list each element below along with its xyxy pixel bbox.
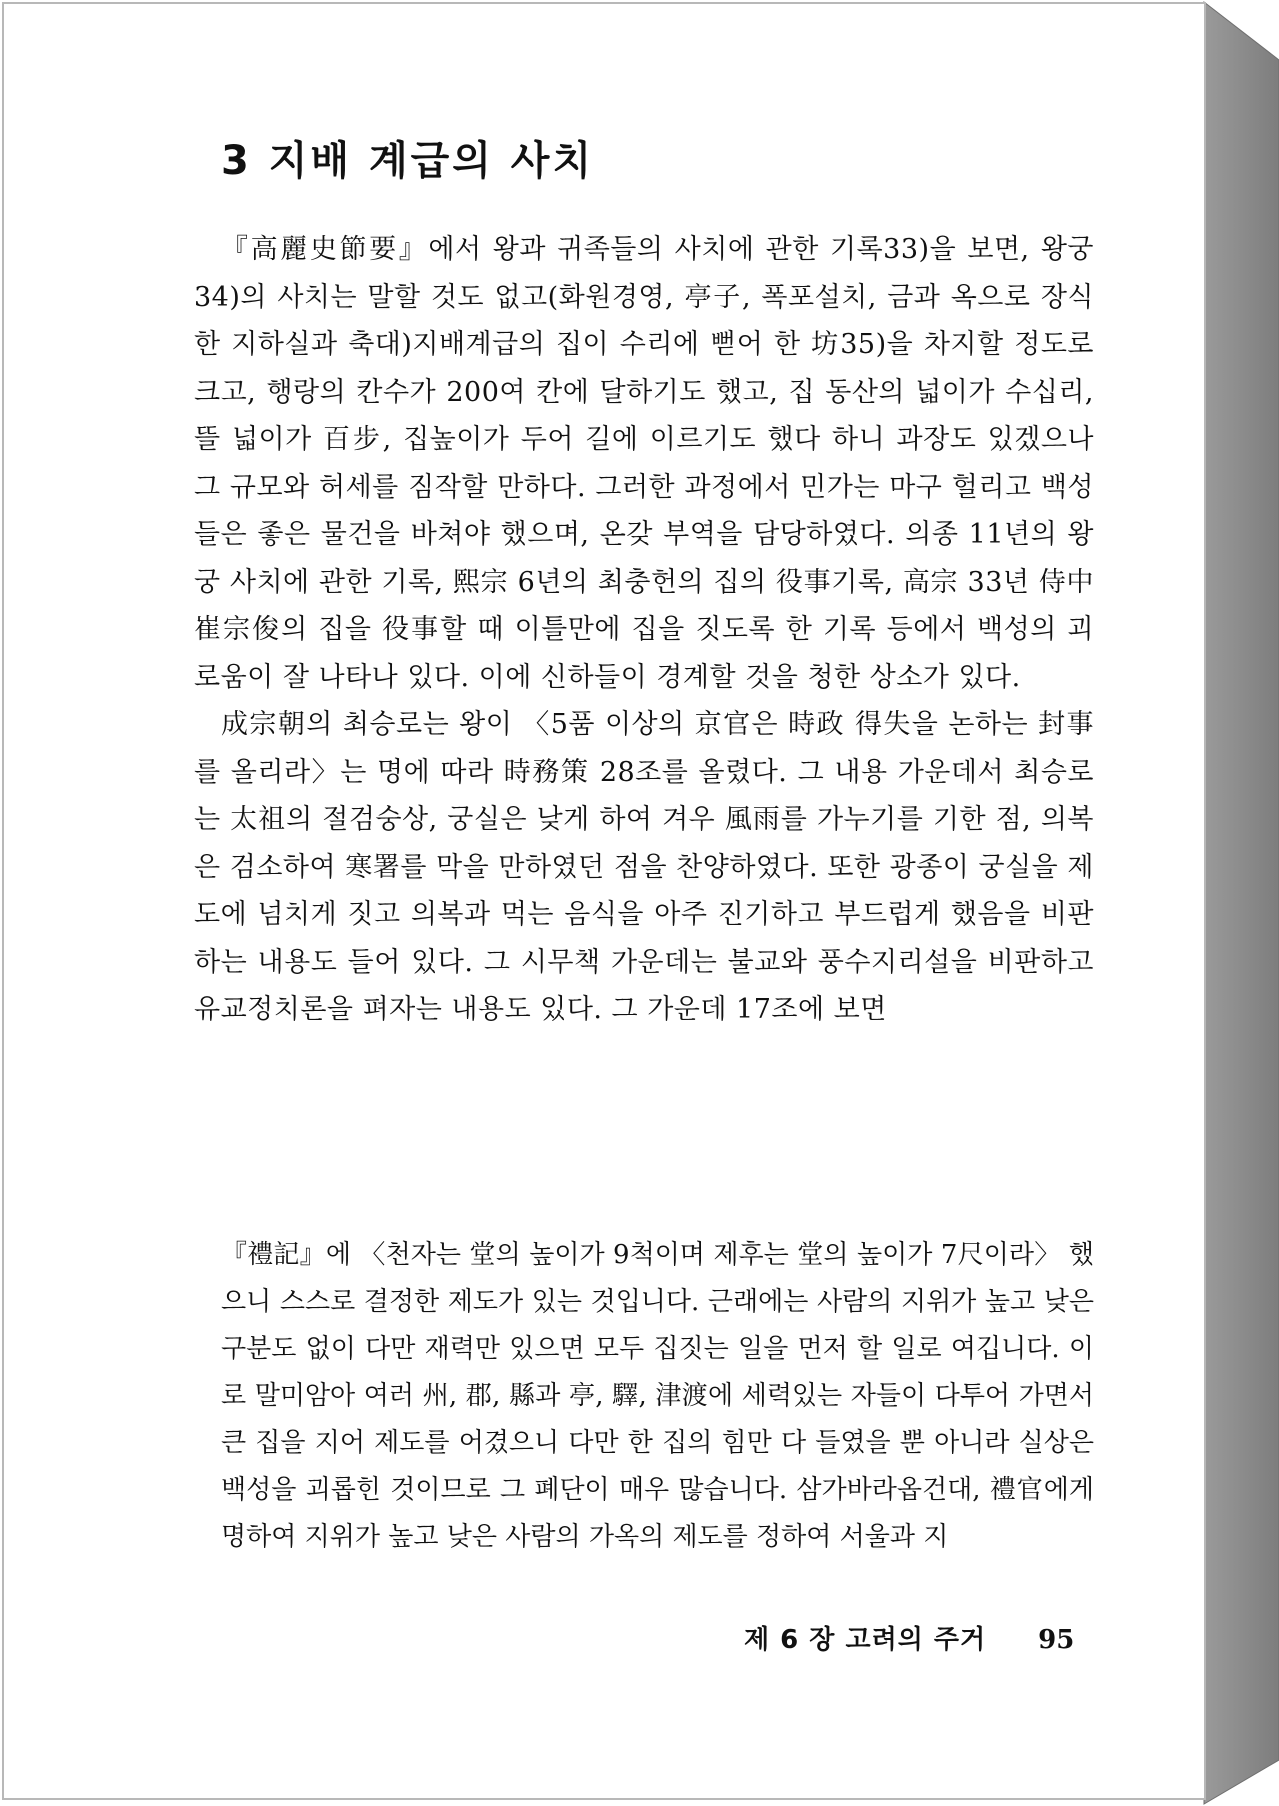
paragraph: 成宗朝의 최승로는 왕이 〈5품 이상의 京官은 時政 得失을 논하는 封事를 올리라〉는 명에 따라 時務策 28조를 올렸다. 그 내용 가운데서 최승로는 太祖의 절검숭상, 궁실은 낮게 하여 겨우 風雨를 가누기를 기한 점, 의복은 검소하여 寒署를 막을 만하였던 점을 찬양하였다. 또한 광종이 궁실을 제도에 넘치게 짓고 의복과 먹는 음식을 아주 진기하고 부드럽게 했음을 비판하는 내용도 들어 있다. 그 시무책 가운데는 불교와 풍수지리설을 비판하고 유교정치론을 펴자는 내용도 있다. 그 가운데 17조에 보면 bbox=[194, 709, 1094, 1025]
quote-text: 『禮記』에 〈천자는 堂의 높이가 9척이며 제후는 堂의 높이가 7尺이라〉 했으니 스스로 결정한 제도가 있는 것입니다. 근래에는 사람의 지위가 높고 낮은 구분도 없이 다만 재력만 있으면 모두 집짓는 일을 먼저 할 일로 여깁니다. 이로 말미암아 여러 州, 郡, 縣과 亭, 驛, 津渡에 세력있는 자들이 다투어 가면서 큰 집을 지어 제도를 어겼으니 다만 한 집의 힘만 다 들였을 뿐 아니라 실상은 백성을 괴롭힌 것이므로 그 폐단이 매우 많습니다. 삼가바라옵건대, 禮官에게 명하여 지위가 높고 낮은 사람의 가옥의 제도를 정하여 서울과 지 bbox=[221, 1240, 1094, 1552]
block-quote bbox=[221, 1232, 1094, 1561]
book-edge bbox=[1196, 0, 1279, 1806]
chapter-title: 제 6 장 고려의 주거 bbox=[744, 1625, 987, 1655]
page-number: 95 bbox=[1038, 1625, 1075, 1655]
paragraph: 『高麗史節要』에서 왕과 귀족들의 사치에 관한 기록33)을 보면, 왕궁34)의 사치는 말할 것도 없고(화원경영, 亭子, 폭포설치, 금과 옥으로 장식한 지하실과 축대)지배계급의 집이 수리에 뻗어 한 坊35)을 차지할 정도로 크고, 행랑의 칸수가 200여 칸에 달하기도 했고, 집 동산의 넓이가 수십리, 뜰 넓이가 百步, 집높이가 두어 길에 이르기도 했다 하니 과장도 있겠으나 그 규모와 허세를 짐작할 만하다. 그러한 과정에서 민가는 마구 헐리고 백성들은 좋은 물건을 바쳐야 했으며, 온갖 부역을 담당하였다. 의종 11년의 왕궁 사치에 관한 기록, 熙宗 6년의 최충헌의 집의 役事기록, 高宗 33년 侍中 崔宗俊의 집을 役事할 때 이틀만에 집을 짓도록 한 기록 등에서 백성의 괴로움이 잘 나타나 있다. 이에 신하들이 경계할 것을 청한 상소가 있다. bbox=[194, 234, 1094, 693]
body-text bbox=[194, 226, 1094, 1034]
page-footer bbox=[744, 1619, 1074, 1656]
document-page bbox=[2, 2, 1206, 1800]
section-heading: 3 지배 계급의 사치 bbox=[221, 138, 595, 184]
